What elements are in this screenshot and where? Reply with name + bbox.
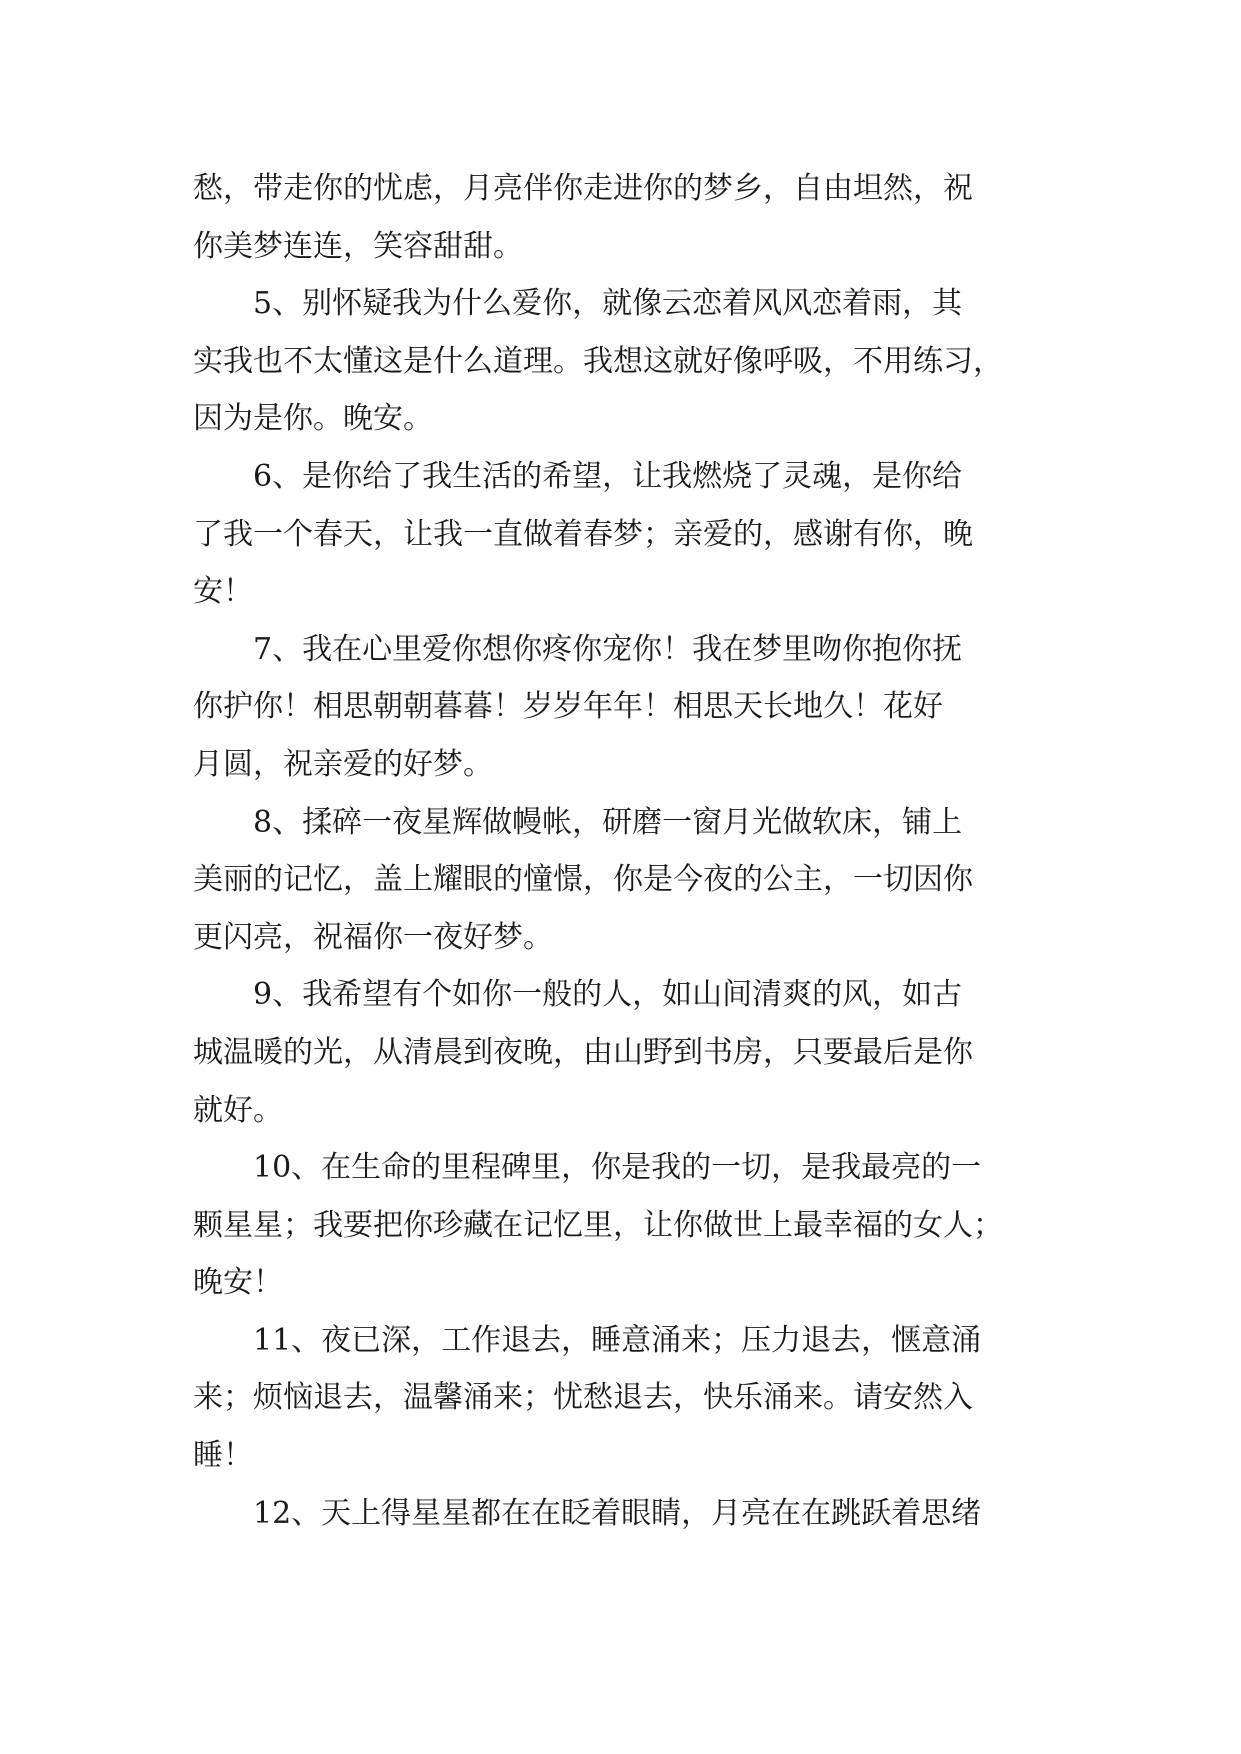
paragraph-start-12: 12、天上得星星都在在眨着眼睛，月亮在在跳跃着思绪 — [253, 1495, 982, 1531]
text-line: 美丽的记忆，盖上耀眼的憧憬，你是今夜的公主，一切因你 — [193, 862, 973, 898]
text-line: 愁，带走你的忧虑，月亮伴你走进你的梦乡，自由坦然，祝 — [193, 171, 973, 206]
text-line: 实我也不太懂这是什么道理。我想这就好像呼吸，不用练习， — [193, 343, 1003, 379]
text-line: 安！ — [193, 574, 253, 610]
paragraph-start-5: 5、别怀疑我为什么爱你，就像云恋着风风恋着雨，其 — [253, 286, 963, 322]
paragraph-start-7: 7、我在心里爱你想你疼你宠你！我在梦里吻你抱你抚 — [253, 631, 963, 667]
paragraph-start-11: 11、夜已深，工作退去，睡意涌来；压力退去，惬意涌 — [253, 1322, 982, 1358]
paragraph-start-10: 10、在生命的里程碑里，你是我的一切，是我最亮的一 — [253, 1150, 982, 1186]
text-line: 来；烦恼退去，温馨涌来；忧愁退去，快乐涌来。请安然入 — [193, 1380, 973, 1416]
body-text — [193, 160, 1053, 1542]
paragraph-start-6: 6、是你给了我生活的希望，让我燃烧了灵魂，是你给 — [253, 458, 963, 494]
text-line: 颗星星；我要把你珍藏在记忆里，让你做世上最幸福的女人； — [193, 1207, 1003, 1243]
text-line: 城温暖的光，从清晨到夜晚，由山野到书房，只要最后是你 — [193, 1034, 973, 1070]
text-line: 了我一个春天，让我一直做着春梦；亲爱的，感谢有你，晚 — [193, 516, 973, 552]
text-line: 晚安！ — [193, 1265, 283, 1301]
text-line: 你美梦连连，笑容甜甜。 — [193, 228, 523, 264]
text-line: 你护你！相思朝朝暮暮！岁岁年年！相思天长地久！花好 — [193, 689, 943, 725]
paragraph-start-9: 9、我希望有个如你一般的人，如山间清爽的风，如古 — [253, 977, 963, 1013]
text-line: 更闪亮，祝福你一夜好梦。 — [193, 919, 553, 955]
text-line: 就好。 — [193, 1092, 283, 1128]
text-line: 睡！ — [193, 1438, 253, 1474]
text-line: 月圆，祝亲爱的好梦。 — [193, 746, 493, 782]
text-line: 因为是你。晚安。 — [193, 401, 433, 437]
paragraph-start-8: 8、揉碎一夜星辉做幔帐，研磨一窗月光做软床，铺上 — [253, 804, 963, 840]
